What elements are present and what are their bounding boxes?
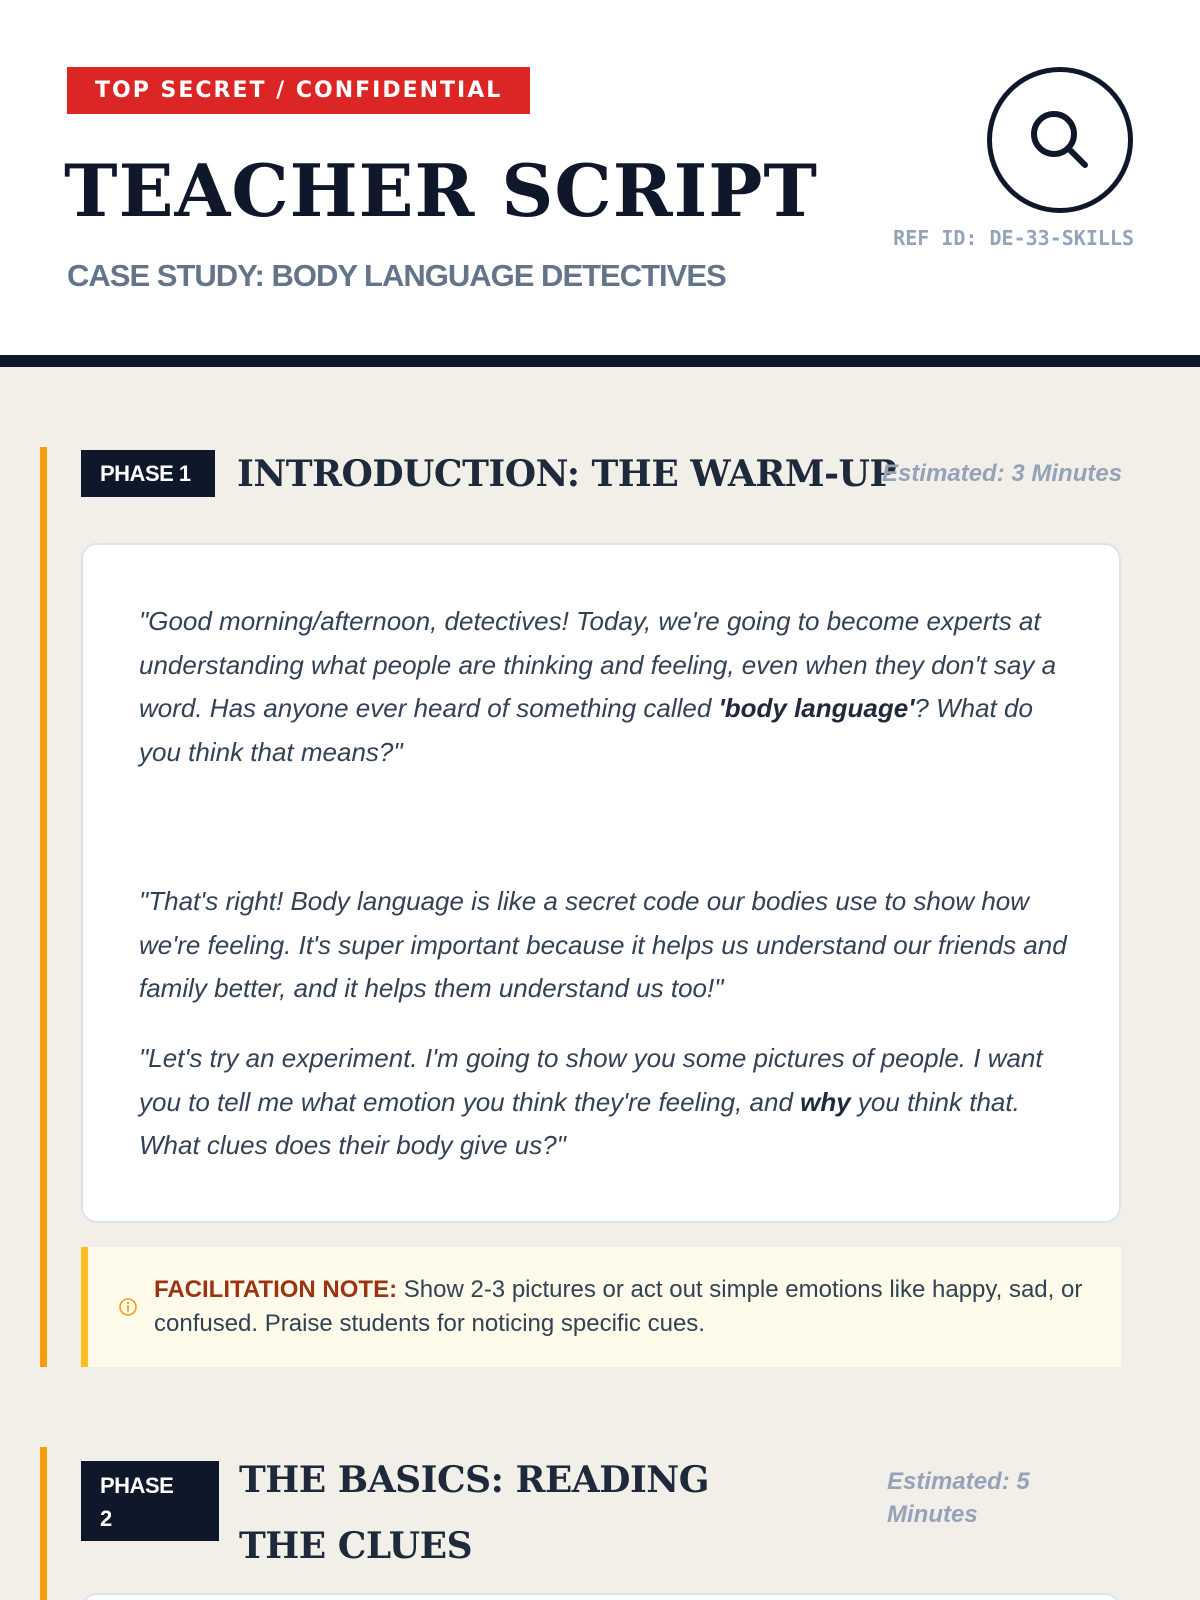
script-text: "Good morning/afternoon, detectives! Today, we're going to become experts at understanding what people are thinking and feeling, even when they don't say a word. Has anyone ever heard of something called bbox=[139, 606, 1057, 723]
magnifying-glass-icon bbox=[987, 67, 1133, 213]
phase-2-section bbox=[40, 1447, 1120, 1600]
script-text: ? What do you think that means?" bbox=[139, 693, 1033, 767]
phase-tag: PHASE 1 bbox=[81, 450, 215, 497]
phase-title: THE BASICS: READING THE CLUES bbox=[239, 1459, 709, 1567]
magnifying-glass-icon-svg bbox=[1025, 105, 1095, 175]
document-header bbox=[0, 0, 1200, 367]
note-label: FACILITATION NOTE: bbox=[154, 1276, 398, 1303]
phase-tag-line: 2 bbox=[100, 1506, 112, 1531]
phase-estimate: Estimated: 3 Minutes bbox=[882, 460, 1123, 487]
script-card bbox=[81, 543, 1121, 1223]
phase-tag-line: PHASE bbox=[100, 1473, 174, 1498]
page-subtitle: CASE STUDY: BODY LANGUAGE DETECTIVES bbox=[67, 258, 726, 293]
phase-tag bbox=[81, 1461, 219, 1541]
phase-estimate: Estimated: 5 Minutes bbox=[887, 1468, 1030, 1528]
script-emphasis: why bbox=[800, 1086, 851, 1117]
note-body: Show 2-3 pictures or act out simple emotions like happy, sad, or confused. Praise students for noticing specific cues. bbox=[154, 1276, 1083, 1337]
phase-1-section bbox=[40, 447, 1123, 1367]
note-text bbox=[154, 1273, 1084, 1341]
facilitation-note bbox=[81, 1247, 1121, 1367]
info-icon-svg bbox=[118, 1297, 138, 1317]
script-emphasis: 'body language' bbox=[718, 693, 915, 723]
phase-title: INTRODUCTION: THE WARM-UP bbox=[237, 453, 897, 495]
reference-id: REF ID: DE-33-SKILLS bbox=[893, 226, 1134, 250]
script-card bbox=[81, 1593, 1121, 1600]
script-text: you think that. What clues does their body give us?" bbox=[139, 1086, 1020, 1160]
info-icon bbox=[118, 1297, 138, 1322]
script-text: "Let's try an experiment. I'm going to show you some pictures of people. I want you to tell me what emotion you think they're feeling, and bbox=[139, 1043, 1043, 1117]
script-paragraph bbox=[139, 600, 1079, 774]
classification-badge: TOP SECRET / CONFIDENTIAL bbox=[67, 67, 530, 114]
page-title: TEACHER SCRIPT bbox=[64, 148, 818, 233]
script-paragraph: "That's right! Body language is like a secret code our bodies use to show how we're feeling. It's super important because it helps us understand our friends and family better, and it helps them understand us too!" bbox=[139, 886, 1067, 1003]
script-paragraph bbox=[139, 1037, 1079, 1168]
